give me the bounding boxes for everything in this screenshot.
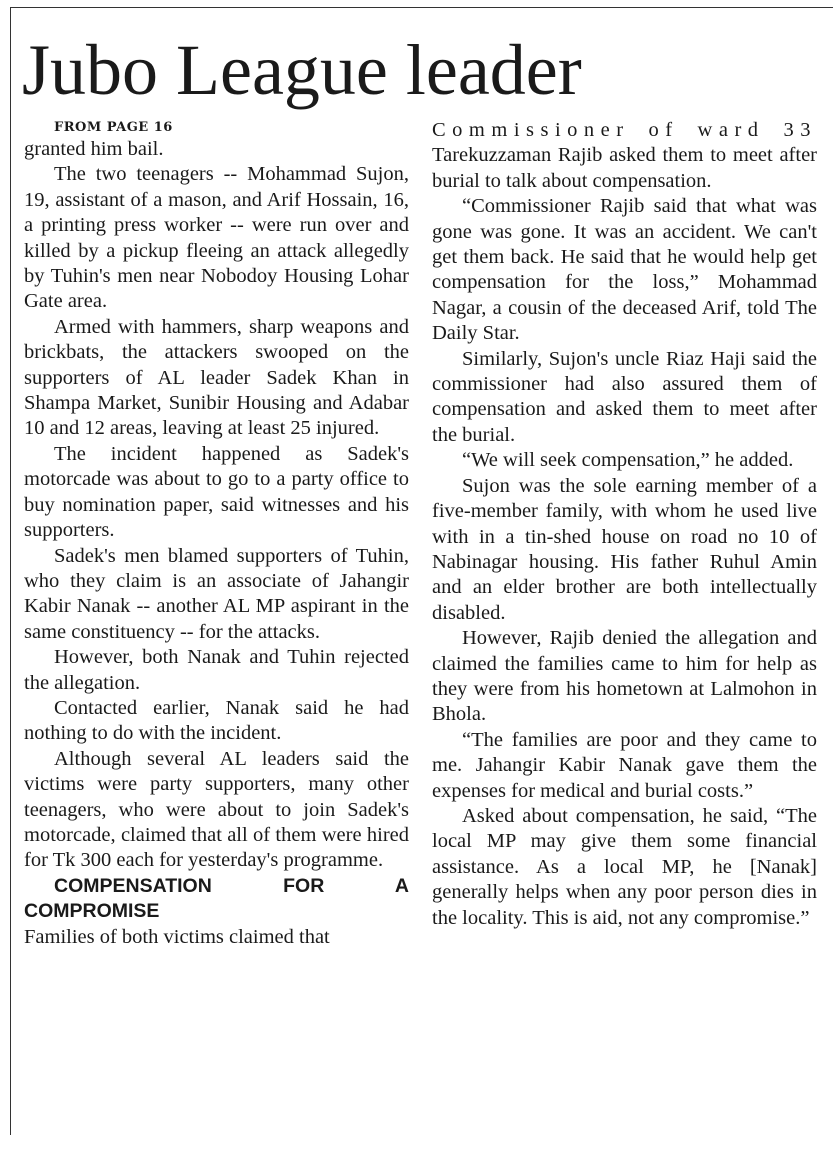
top-border-rule [10,7,833,8]
paragraph: “The families are poor and they came to me. Jahangir Kabir Nanak gave them the expenses for medical and burial costs.” [432,728,817,802]
spread-line: Commissioner of ward 33 [432,119,817,141]
left-border-rule [10,7,11,1135]
article-column-right [432,118,817,931]
paragraph-rest: Tarekuzzaman Rajib asked them to meet after burial to talk about compensation. [432,144,817,192]
paragraph: However, Rajib denied the allegation and claimed the families came to him for help as they were from his hometown at Lalmohon in Bhola. [432,627,817,726]
paragraph: granted him bail. [24,138,164,160]
paragraph: Although several AL leaders said the victims were party supporters, many other teenagers, who were about to join Sadek's motorcade, claimed that all of them were hired for Tk 300 each for yesterday's programme. [24,747,409,872]
paragraph: “Commissioner Rajib said that what was gone was gone. It was an accident. We can't get them back. He said that he would help get compensation for the loss,” Mohammad Nagar, a cousin of the deceased Arif, told The Daily Star. [432,195,817,345]
paragraph: The two teenagers -- Mohammad Sujon, 19, assistant of a mason, and Arif Hossain, 16, a printing press worker -- were run over and killed by a pickup fleeing an attack allegedly by Tuhin's men near Nobodoy Housing Lohar Gate area. [24,163,409,313]
paragraph: Armed with hammers, sharp weapons and brickbats, the attackers swooped on the supporters of AL leader Sadek Khan in Shampa Market, Sunibir Housing and Adabar 10 and 12 areas, leaving at least 25 injured. [24,315,409,440]
continuation-label: FROM PAGE 16 [54,120,173,135]
paragraph: “We will seek compensation,” he added. [462,449,794,472]
paragraph-continued [432,118,817,194]
paragraph: However, both Nanak and Tuhin rejected the allegation. [24,646,409,694]
paragraph: Sujon was the sole earning member of a five-member family, with whom he used live with in a tin-shed house on road no 10 of Nabinagar housing. His father Ruhul Amin and an elder brother are both intellectually disabled. [432,474,817,624]
article-column-left [24,118,409,950]
paragraph: Similarly, Sujon's uncle Riaz Haji said the commissioner had also assured them of compensation and asked them to meet after the burial. [432,347,817,446]
section-subhead: COMPENSATION FOR A COMPROMISE [24,874,409,923]
paragraph: Asked about compensation, he said, “The local MP may give them some financial assistance. As a local MP, he [Nanak] generally helps when any poor person dies in the locality. This is aid, not any compromise.” [432,804,817,929]
paragraph: Contacted earlier, Nanak said he had nothing to do with the incident. [24,696,409,745]
paragraph: Families of both victims claimed that [24,925,330,948]
paragraph: Sadek's men blamed supporters of Tuhin, who they claim is an associate of Jahangir Kabir Nanak -- another AL MP aspirant in the same constituency -- for the attacks. [24,544,409,643]
paragraph: The incident happened as Sadek's motorcade was about to go to a party office to buy nomination paper, said witnesses and his supporters. [24,442,409,542]
headline: Jubo League leader [22,30,582,110]
